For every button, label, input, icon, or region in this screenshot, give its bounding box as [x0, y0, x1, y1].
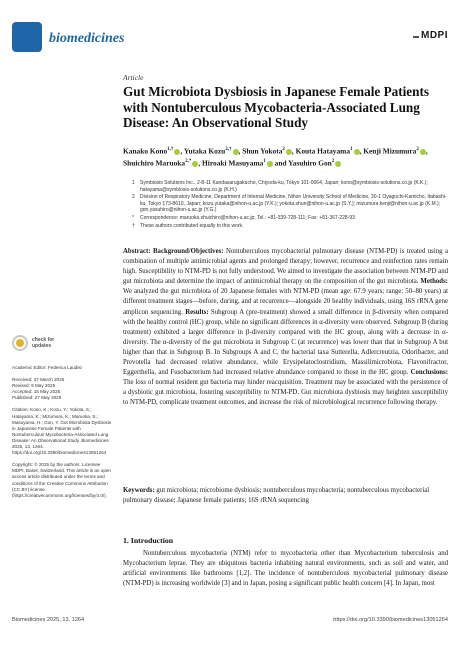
author-name[interactable]: Shuichiro Maruoka — [123, 158, 186, 168]
keywords-label: Keywords: — [123, 487, 155, 494]
author-affiliation-mark: 2 — [331, 159, 335, 165]
affiliations — [132, 180, 447, 230]
author-list: Kanako Kono$^{1,\dagger}$ , Yutaka Kozu$^{2,\dagger}$ , Shun Yokota$^2$ , Kouta Hatayama$^1$ , Kenji Mizumura$^2$ , Shuichiro Maruoka$^{2,*}$ , Hiroaki Masuyama$^1$ and Yasuhiro Gon$^2$ — [123, 146, 428, 168]
abstract-methods: We analyzed the gut microbiota of 20 Japanese females with NTM-PD (mean age: 67.9 years; range: 50–80 years) at different treatment stages—before, during, and at recurrence—alongside 20 healthy individuals, using 16S rRNA gene amplicon sequencing. — [123, 288, 448, 316]
updates-label-1: check for — [32, 337, 55, 343]
citation: Citation: Kono, K.; Kozu, Y.; Yokota, S.; Hatayama, K.; Mizumura, K.; Maruoka, S.; Masuyama, H.; Gon, Y. Gut Microbiota Dysbiosis in Japanese Female Patients with Nontuberculous Mycobacteria-Associated Lung Disease: An Observational Study. Biomedicines 2025, 13, 1264. https://doi.org/10.3390/biomedicines13051264 — [12, 407, 112, 456]
introduction-paragraph: Nontuberculous mycobacteria (NTM) refer to mycobacteria other than Mycobacterium tuberculosis and Mycobacterium leprae. They are ubiquitous bacteria inhabiting natural environments, such as soil and water, and artificial environments like bathrooms [1,2]. The incidence of nontuberculous mycobacterial pulmonary disease (NTM-PD) is increasing worldwide [3] and in Japan, posing a significant public health concern [4]. In Japan, most — [123, 550, 448, 588]
article-type: Article — [123, 73, 144, 82]
abstract — [123, 247, 448, 409]
footer-doi-link[interactable]: https://doi.org/10.3390/biomedicines13051264 — [333, 617, 448, 623]
abstract-conclusions-label: Conclusions: — [408, 369, 448, 377]
accepted-date: Accepted: 15 May 2025 — [12, 389, 61, 395]
abstract-background-label: Abstract: Background/Objectives: — [123, 248, 224, 255]
affiliation-row — [132, 223, 447, 230]
journal-name: biomedicines — [49, 31, 125, 46]
author-name[interactable]: Hiroaki Masuyama — [202, 158, 264, 168]
copyright-notice: Copyright: © 2025 by the authors. Licensee MDPI, Basel, Switzerland. This article is an open access article distributed under the terms and conditions of the Creative Commons Attribution (CC BY) license (https://creativecommons.org/licenses/by/4.0/). — [12, 462, 111, 498]
abstract-conclusions: The loss of normal resident gut bacteria may hinder reacquisition. Treatment may be associated with the persistence of a dysbiotic gut microbiota, fostering susceptibility to NTM-PD. Gut microbiota dysbiosis may heighten susceptibility to NTM-PD, complicate treatment outcomes, and increase the risk of microbiological recurrence following therapy. — [123, 379, 448, 407]
author-affiliation-mark: 1 — [350, 147, 353, 152]
affiliation-number: † — [132, 222, 135, 229]
article-title: Gut Microbiota Dysbiosis in Japanese Female Patients with Nontuberculous Mycobacteria-Associated Lung Disease: An Observational Study — [123, 84, 429, 130]
updates-icon — [12, 335, 28, 351]
affiliation-text: Division of Respiratory Medicine, Department of Internal Medicine, Nihon University School of Medicine, 30-1 Oyaguchi-Kamicho, Itabashi-ku, Tokyo 173-8610, Japan; kozu.yutaka@nihon-u.ac.jp (Y.K.); yokota.shun@nihon-u.ac.jp (S.Y.); mizumura.kenji@nihon-u.ac.jp (K.M.); gon.yasuhiro@nihon-u.ac.jp (Y.G.) — [140, 194, 447, 214]
author-affiliation-mark: 2 — [416, 147, 419, 152]
affiliation-number: 1 — [132, 180, 135, 186]
author-name[interactable]: Kouta Hatayama — [295, 146, 351, 156]
abstract-background: Nontuberculous mycobacterial pulmonary disease (NTM-PD) is treated using a combination of multiple antimicrobial agents and prolonged therapy; however, recurrence and reinfection rates remain high. Susceptibility to NTM-PD is not fully understood. We aimed to investigate the association between NTM-PD and gut microbiota and determine the impact of antimicrobial therapy on the composition of the gut microbiota. — [123, 248, 448, 286]
publisher-logo-icon — [413, 36, 419, 38]
affiliation-row — [132, 180, 447, 193]
abstract-methods-label: Methods: — [418, 278, 448, 286]
footer-citation: Biomedicines 2025, 13, 1264 — [12, 617, 85, 623]
author-affiliation-mark: 2,* — [185, 159, 192, 165]
section-title: 1. Introduction — [123, 536, 174, 545]
keywords — [123, 486, 448, 506]
affiliation-row — [132, 215, 447, 222]
keywords-text: gut microbiota; microbiome dysbiosis; nontuberculous mycobacteria; nontuberculous mycobacterial pulmonary disease; Japanese female patients; 16S rRNA sequencing — [123, 487, 430, 504]
author-name[interactable]: Kenji Mizumura — [363, 146, 417, 156]
author-name[interactable]: Kanako Kono — [123, 146, 168, 156]
article-sidebar — [12, 335, 112, 505]
affiliation-text: These authors contributed equally to this work. — [140, 222, 244, 229]
author-affiliation-mark: 1,† — [167, 147, 174, 152]
page-header — [12, 22, 448, 52]
author-name[interactable]: Shun Yokota — [242, 146, 283, 156]
author-name[interactable]: Yutaka Kozu — [183, 146, 226, 156]
page-footer — [12, 617, 448, 623]
affiliation-number: 2 — [132, 194, 135, 201]
affiliation-row — [132, 194, 447, 214]
published-date: Published: 27 May 2025 — [12, 395, 62, 401]
affiliation-text: Symbiosis Solutions Inc., 2-8-11 Kandasarugakucho, Chiyoda-ku, Tokyo 101-0064, Japan; kono@symbiosis-solutions.co.jp (K.K.); hatayama@symbiosis-solutions.co.jp (K.H.) — [140, 180, 428, 193]
orcid-icon[interactable] — [335, 161, 341, 167]
affiliation-number: * — [132, 214, 134, 221]
revised-date: Revised: 9 May 2025 — [12, 383, 56, 389]
updates-label-2: updates — [32, 343, 52, 349]
journal-logo-icon — [12, 22, 42, 52]
academic-editor: Academic Editor: Federica Laudisi — [12, 365, 82, 370]
publisher-logo: MDPI — [413, 30, 448, 41]
author-affiliation-mark: 2,† — [225, 147, 232, 152]
author-name[interactable]: Yasuhiro Gon — [288, 158, 332, 168]
abstract-results-label: Results: — [182, 308, 209, 316]
abstract-results: Subgroup A (pre-treatment) showed a small difference in β-diversity when compared with the healthy control (HC) group, while no significant differences in α-diversity were observed. Subgroup B (during treatment) exhibited a larger difference in β-diversity compared with the HC group, along with a decrease in α-diversity. The α-diversity of the gut microbiota in Subgroup C (at recurrence) was lower than that in Subgroup A but higher than that in Subgroup B. In Subgroups A and C, the bacterial taxa Sutterella, Adlercreutzia, Odoribacter, and Prevotella had decreased relative abundance, while Erysipelatoclostridium, Massilimicrobiota, Flavonifractor, Eggerthella, and Fusobacterium had increased relative abundance compared to those in the HC group. — [123, 308, 448, 377]
received-date: Received: 27 March 2025 — [12, 377, 65, 383]
check-for-updates-button[interactable] — [12, 335, 112, 351]
author-affiliation-mark: 2 — [282, 147, 285, 152]
author-affiliation-mark: 1 — [263, 159, 266, 165]
affiliation-text: Correspondence: maruoka.shuichiro@nihon-u.ac.jp; Tel.: +81-339-728-111; Fax: +81-367-228-93 — [140, 214, 355, 221]
